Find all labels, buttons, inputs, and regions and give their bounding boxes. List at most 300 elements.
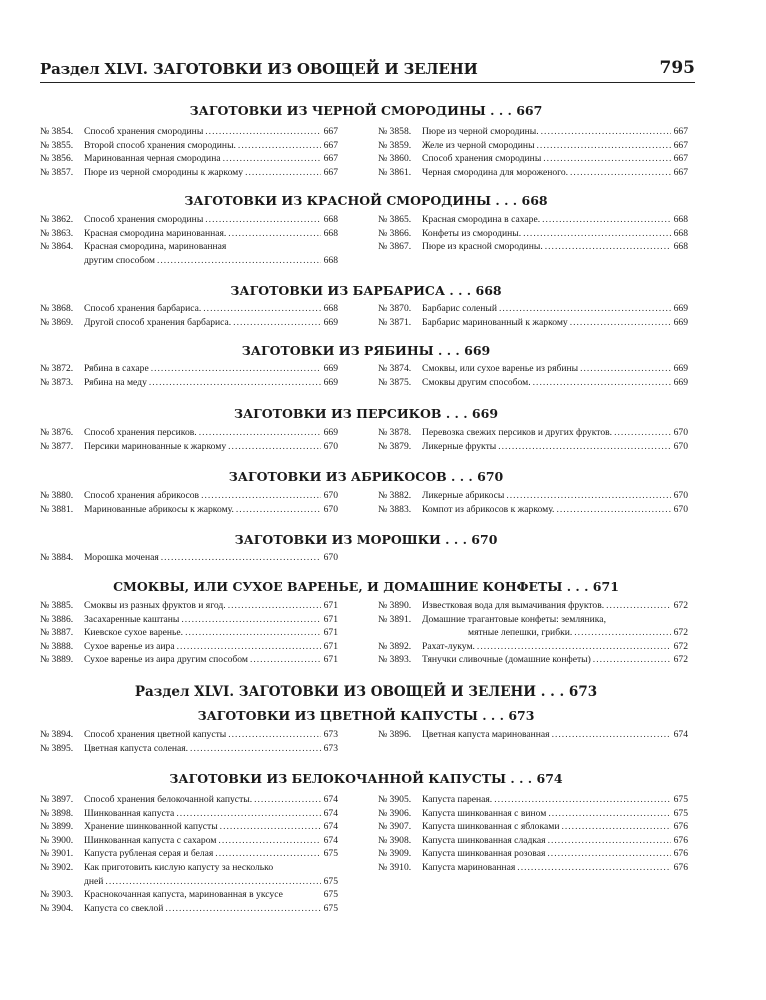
entry-title: Пюре из красной смородины.	[422, 241, 543, 253]
dot-leader	[535, 139, 671, 153]
dot-leader	[226, 227, 320, 241]
entry-title: Маринованная черная смородина	[84, 153, 221, 165]
entry-title: Другой способ хранения барбариса.	[84, 316, 232, 328]
page-number: 795	[659, 58, 695, 78]
entry-title: Краснокочанная капуста, маринованная в уксусе	[84, 889, 283, 901]
index-entry	[378, 613, 688, 640]
left-column	[40, 489, 338, 516]
dot-leader	[147, 376, 321, 390]
entry-title: Смоквы другим способом.	[422, 376, 531, 388]
entry-page: 675	[673, 794, 688, 805]
entry-page: 675	[323, 902, 338, 914]
entry-title: Ликерные фрукты	[422, 440, 497, 452]
entry-page: 670	[323, 440, 338, 452]
entry-number: № 3909.	[378, 848, 412, 860]
dot-leader	[203, 125, 320, 139]
entry-title: Капуста маринованная	[422, 861, 516, 873]
entry-number: № 3862.	[40, 214, 74, 225]
dot-leader	[221, 152, 321, 166]
left-column	[40, 728, 338, 755]
entry-title: Второй способ хранения смородины.	[84, 139, 236, 151]
entry-number: № 3905.	[378, 794, 412, 805]
right-column	[378, 728, 688, 742]
entry-number: № 3866.	[378, 227, 412, 239]
dot-leader	[149, 362, 321, 376]
entry-title: Капуста пареная.	[422, 794, 493, 805]
entry-page: 668	[323, 254, 338, 266]
entry-number: № 3906.	[378, 807, 412, 819]
entry-title: Цветная капуста соленая.	[84, 742, 189, 754]
entry-page: 672	[673, 654, 688, 666]
section-title: ЗАГОТОВКИ ИЗ БЕЛОКОЧАННОЙ КАПУСТЫ . . . 674	[169, 771, 563, 786]
entry-number: № 3898.	[40, 807, 74, 819]
dot-leader	[545, 847, 670, 861]
index-entry	[378, 125, 688, 139]
entry-page: 673	[323, 729, 338, 740]
entry-number: № 3860.	[378, 153, 412, 165]
index-entry	[40, 861, 338, 888]
index-entry	[40, 902, 338, 916]
entry-number: № 3901.	[40, 848, 74, 860]
entry-page: 668	[673, 241, 688, 253]
entry-title: Смоквы, или сухое варенье из рябины	[422, 363, 579, 374]
entry-title: Желе из черной смородины	[422, 139, 535, 151]
entry-number: № 3874.	[378, 363, 412, 374]
index-entry	[378, 240, 688, 254]
entry-page: 669	[323, 363, 338, 374]
index-entry	[40, 125, 338, 139]
index-entry	[378, 793, 688, 807]
entry-title: Капуста рубленая серая и белая	[84, 848, 214, 860]
index-entry	[40, 742, 338, 756]
index-entry	[40, 807, 338, 821]
entry-title: Капуста шинкованная с вином	[422, 807, 547, 819]
entry-page: 668	[673, 214, 688, 225]
entry-title: Морошка моченая	[84, 552, 159, 563]
dot-leader	[248, 653, 321, 667]
entry-number: № 3892.	[378, 640, 412, 652]
entry-page: 675	[323, 848, 338, 860]
dot-leader	[539, 125, 671, 139]
entry-page: 675	[673, 807, 688, 819]
dot-leader	[155, 254, 321, 268]
entry-number: № 3876.	[40, 427, 74, 438]
dot-leader	[568, 316, 671, 330]
running-header-title: Раздел XLVI. ЗАГОТОВКИ ИЗ ОВОЩЕЙ И ЗЕЛЕНИ	[40, 60, 478, 78]
index-entry	[378, 316, 688, 330]
entry-page: 674	[323, 807, 338, 819]
index-entry	[40, 227, 338, 241]
index-entry	[378, 820, 688, 834]
section-title: ЗАГОТОВКИ ИЗ РЯБИНЫ . . . 669	[241, 343, 491, 358]
dot-leader	[504, 489, 670, 503]
part-heading: Раздел XLVI. ЗАГОТОВКИ ИЗ ОВОЩЕЙ И ЗЕЛЕНИ . . . 673	[134, 684, 598, 700]
section-title: ЗАГОТОВКИ ИЗ БАРБАРИСА . . . 668	[230, 283, 502, 298]
left-column	[40, 793, 338, 915]
entry-page: 676	[673, 834, 688, 846]
dot-leader	[604, 599, 670, 613]
entry-number: № 3855.	[40, 139, 74, 151]
entry-page: 667	[673, 166, 688, 178]
entry-title: Компот из абрикосов к жаркому.	[422, 503, 555, 515]
dot-leader	[226, 440, 320, 454]
entry-page: 669	[323, 316, 338, 328]
entry-page: 670	[673, 440, 688, 452]
entry-page: 675	[323, 875, 338, 887]
running-header	[40, 58, 695, 83]
index-entry	[40, 302, 338, 316]
entry-number: № 3890.	[378, 600, 412, 611]
entry-title: Способ хранения барбариса.	[84, 303, 202, 314]
index-entry	[40, 613, 338, 627]
entry-number: № 3897.	[40, 794, 74, 805]
entry-title: Способ хранения персиков.	[84, 427, 197, 438]
index-entry	[40, 376, 338, 390]
entry-title: Рахат-лукум.	[422, 640, 475, 652]
index-entry	[40, 440, 338, 454]
entry-page: 670	[323, 552, 338, 563]
index-entry	[378, 440, 688, 454]
entry-page: 676	[673, 848, 688, 860]
entry-number: № 3884.	[40, 552, 74, 563]
right-column	[378, 125, 688, 179]
dot-leader	[163, 902, 320, 916]
entry-number: № 3871.	[378, 316, 412, 328]
section-title: СМОКВЫ, ИЛИ СУХОЕ ВАРЕНЬЕ, И ДОМАШНИЕ КОНФЕТЫ . . . 671	[113, 579, 619, 594]
entry-page: 668	[323, 214, 338, 225]
entry-page: 668	[323, 303, 338, 314]
dot-leader	[218, 820, 321, 834]
index-entry	[378, 166, 688, 180]
index-entry	[378, 376, 688, 390]
entry-page: 667	[323, 139, 338, 151]
index-entry	[378, 489, 688, 503]
section-title: ЗАГОТОВКИ ИЗ АБРИКОСОВ . . . 670	[228, 469, 504, 484]
entry-number: № 3885.	[40, 600, 74, 611]
entry-page: 671	[323, 640, 338, 652]
entry-title: Домашние трагантовые конфеты: земляника,	[422, 613, 606, 625]
entry-title: Способ хранения смородины	[84, 214, 204, 225]
index-entry	[378, 503, 688, 517]
dot-leader	[546, 834, 671, 848]
entry-title: Капуста со свеклой	[84, 902, 164, 914]
dot-leader	[203, 213, 320, 227]
index-entry	[40, 728, 338, 742]
entry-title: Смоквы из разных фруктов и ягод.	[84, 600, 226, 611]
entry-title-continuation: мятные лепешки, грибки.	[468, 627, 573, 639]
dot-leader	[179, 613, 320, 627]
entry-page: 670	[673, 490, 688, 501]
entry-number: № 3882.	[378, 490, 412, 501]
index-entry	[40, 653, 338, 667]
entry-page: 676	[673, 821, 688, 833]
index-entry	[40, 626, 338, 640]
entry-number: № 3859.	[378, 139, 412, 151]
entry-title: Капуста шинкованная сладкая	[422, 834, 546, 846]
entry-number: № 3880.	[40, 490, 74, 501]
entry-number: № 3886.	[40, 613, 74, 625]
entry-title: Барбарис соленый	[422, 303, 497, 314]
index-entry	[40, 362, 338, 376]
dot-leader	[543, 240, 671, 254]
dot-leader	[496, 440, 670, 454]
entry-number: № 3879.	[378, 440, 412, 452]
entry-page: 671	[323, 627, 338, 639]
left-column	[40, 125, 338, 179]
entry-title: Сухое варенье из аира другим способом	[84, 654, 248, 666]
entry-page: 669	[673, 316, 688, 328]
entry-number: № 3899.	[40, 821, 74, 833]
index-entry	[378, 362, 688, 376]
dot-leader	[475, 640, 671, 654]
left-column	[40, 599, 338, 667]
dot-leader	[236, 139, 321, 153]
entry-page: 672	[673, 600, 688, 611]
entry-title: Черная смородина для мороженого.	[422, 166, 569, 178]
dot-leader	[559, 820, 670, 834]
index-entry	[40, 847, 338, 861]
index-entry	[378, 599, 688, 613]
dot-leader	[591, 653, 671, 667]
entry-title: Засахаренные каштаны	[84, 613, 180, 625]
entry-title: Красная смородина, маринованная	[84, 241, 227, 253]
entry-number: № 3877.	[40, 440, 74, 452]
dot-leader	[541, 152, 670, 166]
entry-number: № 3858.	[378, 126, 412, 137]
entry-title: Красная смородина в сахаре.	[422, 214, 541, 225]
entry-page: 669	[673, 363, 688, 374]
index-entry	[378, 653, 688, 667]
entry-page: 672	[673, 627, 688, 639]
entry-title: Маринованные абрикосы к жаркому.	[84, 503, 234, 515]
entry-number: № 3873.	[40, 376, 74, 388]
entry-number: № 3896.	[378, 729, 412, 740]
entry-title: Ликерные абрикосы	[422, 490, 505, 501]
entry-title: Способ хранения белокочанной капусты.	[84, 794, 253, 805]
index-entry	[40, 551, 338, 565]
dot-leader	[226, 599, 321, 613]
entry-title: Красная смородина маринованная.	[84, 227, 227, 239]
entry-page: 674	[323, 834, 338, 846]
dot-leader	[531, 376, 671, 390]
entry-title: Рябина в сахаре	[84, 363, 149, 374]
index-entry	[378, 302, 688, 316]
dot-leader	[201, 302, 320, 316]
index-entry	[40, 599, 338, 613]
entry-number: № 3893.	[378, 654, 412, 666]
entry-page: 673	[323, 742, 338, 754]
entry-number: № 3900.	[40, 834, 74, 846]
entry-number: № 3891.	[378, 613, 412, 625]
entry-title-continuation: другим способом	[84, 254, 155, 266]
entry-title: Перевозка свежих персиков и других фруктов.	[422, 427, 613, 438]
index-entry	[40, 793, 338, 807]
dot-leader	[199, 489, 321, 503]
index-entry	[378, 728, 688, 742]
entry-title: Способ хранения цветной капусты	[84, 729, 227, 740]
index-entry	[40, 503, 338, 517]
entry-page: 669	[323, 376, 338, 388]
entry-page: 667	[323, 166, 338, 178]
dot-leader	[550, 728, 671, 742]
index-entry	[40, 640, 338, 654]
entry-number: № 3856.	[40, 153, 74, 165]
entry-page: 670	[323, 490, 338, 501]
right-column	[378, 426, 688, 453]
index-entry	[378, 152, 688, 166]
left-column	[40, 213, 338, 267]
entry-number: № 3870.	[378, 303, 412, 314]
right-column	[378, 599, 688, 667]
entry-title: Как приготовить кислую капусту за несколько	[84, 861, 274, 873]
dot-leader	[612, 426, 671, 440]
left-column	[40, 362, 338, 389]
entry-page: 672	[673, 640, 688, 652]
left-column	[40, 551, 338, 565]
dot-leader	[497, 302, 671, 316]
index-entry	[378, 640, 688, 654]
dot-leader	[174, 807, 320, 821]
entry-title: Способ хранения смородины	[422, 153, 542, 165]
entry-title: Киевское сухое варенье.	[84, 627, 184, 639]
entry-number: № 3857.	[40, 166, 74, 178]
index-entry	[40, 820, 338, 834]
index-entry	[378, 139, 688, 153]
left-column	[40, 302, 338, 329]
dot-leader	[231, 316, 320, 330]
entry-number: № 3863.	[40, 227, 74, 239]
index-entry	[40, 240, 338, 267]
section-title: ЗАГОТОВКИ ИЗ ПЕРСИКОВ . . . 669	[233, 406, 499, 421]
index-entry	[40, 834, 338, 848]
dot-leader	[216, 834, 320, 848]
entry-page: 675	[323, 889, 338, 901]
entry-number: № 3903.	[40, 889, 74, 901]
entry-number: № 3910.	[378, 861, 412, 873]
entry-page: 669	[673, 376, 688, 388]
index-entry	[40, 316, 338, 330]
entry-title: Известковая вода для вымачивания фруктов.	[422, 600, 605, 611]
entry-number: № 3868.	[40, 303, 74, 314]
section-title: ЗАГОТОВКИ ИЗ ЧЕРНОЙ СМОРОДИНЫ . . . 667	[189, 103, 543, 118]
dot-leader	[159, 551, 321, 565]
dot-leader	[578, 362, 671, 376]
entry-number: № 3861.	[378, 166, 412, 178]
entry-number: № 3894.	[40, 729, 74, 740]
entry-title: Способ хранения смородины	[84, 126, 204, 137]
section-title: ЗАГОТОВКИ ИЗ ЦВЕТНОЙ КАПУСТЫ . . . 673	[197, 708, 535, 723]
dot-leader	[197, 426, 321, 440]
entry-number: № 3869.	[40, 316, 74, 328]
dot-leader	[568, 166, 671, 180]
entry-number: № 3864.	[40, 241, 74, 253]
right-column	[378, 793, 688, 875]
index-entry	[378, 861, 688, 875]
index-entry	[378, 227, 688, 241]
dot-leader	[234, 503, 321, 517]
dot-leader	[521, 227, 670, 241]
right-column	[378, 362, 688, 389]
entry-title: Способ хранения абрикосов	[84, 490, 200, 501]
entry-number: № 3889.	[40, 654, 74, 666]
dot-leader	[175, 640, 321, 654]
section-title: ЗАГОТОВКИ ИЗ КРАСНОЙ СМОРОДИНЫ . . . 668	[184, 193, 548, 208]
entry-number: № 3887.	[40, 627, 74, 639]
right-column	[378, 213, 688, 254]
dot-leader	[515, 861, 670, 875]
entry-page: 674	[323, 794, 338, 805]
section-title: ЗАГОТОВКИ ИЗ МОРОШКИ . . . 670	[234, 532, 498, 547]
entry-page: 671	[323, 600, 338, 611]
dot-leader	[213, 847, 320, 861]
entry-title: Пюре из черной смородины.	[422, 126, 539, 137]
entry-page: 669	[673, 303, 688, 314]
right-column	[378, 302, 688, 329]
right-column	[378, 489, 688, 516]
entry-number: № 3854.	[40, 126, 74, 137]
index-entry	[40, 489, 338, 503]
entry-title-continuation: дней	[84, 875, 104, 887]
entry-title: Рябина на меду	[84, 376, 147, 388]
index-entry	[40, 213, 338, 227]
dot-leader	[492, 793, 670, 807]
entry-title: Пюре из черной смородины к жаркому	[84, 166, 244, 178]
entry-number: № 3888.	[40, 640, 74, 652]
entry-page: 670	[323, 503, 338, 515]
entry-page: 670	[673, 427, 688, 438]
entry-page: 668	[323, 227, 338, 239]
index-entry	[378, 847, 688, 861]
entry-title: Конфеты из смородины.	[422, 227, 522, 239]
entry-title: Шинкованная капуста	[84, 807, 175, 819]
index-entry	[40, 888, 338, 902]
entry-title: Капуста шинкованная розовая	[422, 848, 546, 860]
index-entry	[378, 807, 688, 821]
dot-leader	[540, 213, 671, 227]
index-entry	[40, 139, 338, 153]
entry-page: 667	[673, 153, 688, 165]
dot-leader	[183, 626, 321, 640]
entry-number: № 3883.	[378, 503, 412, 515]
entry-title: Тянучки сливочные (домашние конфеты)	[422, 654, 591, 666]
entry-page: 667	[323, 153, 338, 165]
entry-number: № 3865.	[378, 214, 412, 225]
entry-page: 676	[673, 861, 688, 873]
entry-page: 667	[673, 139, 688, 151]
entry-page: 669	[323, 427, 338, 438]
entry-number: № 3867.	[378, 241, 412, 253]
entry-number: № 3875.	[378, 376, 412, 388]
entry-number: № 3902.	[40, 861, 74, 873]
index-entry	[40, 166, 338, 180]
entry-title: Хранение шинкованной капусты	[84, 821, 218, 833]
left-column	[40, 426, 338, 453]
index-entry	[378, 213, 688, 227]
entry-page: 667	[673, 126, 688, 137]
dot-leader	[103, 875, 320, 889]
index-entry	[378, 426, 688, 440]
entry-number: № 3895.	[40, 742, 74, 754]
dot-leader	[554, 503, 670, 517]
entry-page: 668	[673, 227, 688, 239]
entry-page: 674	[673, 729, 688, 740]
entry-page: 671	[323, 613, 338, 625]
dot-leader	[252, 793, 321, 807]
entry-title: Барбарис маринованный к жаркому	[422, 316, 568, 328]
dot-leader	[546, 807, 670, 821]
entry-number: № 3881.	[40, 503, 74, 515]
entry-number: № 3878.	[378, 427, 412, 438]
